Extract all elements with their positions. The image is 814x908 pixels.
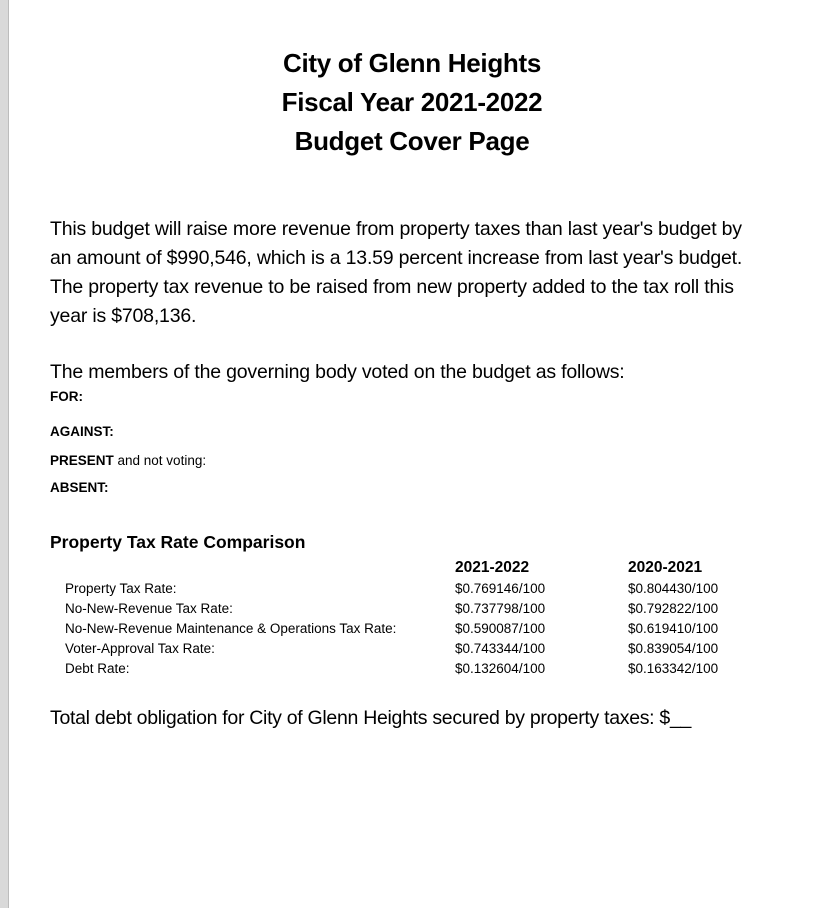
row-label-no-new-revenue-mo-tax-rate: No-New-Revenue Maintenance & Operations Tax Rate: <box>65 621 397 636</box>
vote-present-label: PRESENT <box>50 453 114 468</box>
rate-value-2020-2021: $0.163342/100 <box>628 661 719 676</box>
rate-value-2020-2021: $0.804430/100 <box>628 581 719 596</box>
vote-for-label: FOR: <box>50 389 83 404</box>
rate-value-2020-2021: $0.619410/100 <box>628 621 719 636</box>
vote-against-label: AGAINST: <box>50 424 114 439</box>
row-label-no-new-revenue-tax-rate: No-New-Revenue Tax Rate: <box>65 601 233 616</box>
rate-value-2020-2021: $0.792822/100 <box>628 601 719 616</box>
row-label-debt-rate: Debt Rate: <box>65 661 130 676</box>
document-title <box>10 44 814 161</box>
vote-for-line <box>50 388 83 405</box>
rate-value-2021-2022: $0.769146/100 <box>455 581 546 596</box>
tax-rate-comparison-table <box>65 556 788 679</box>
rate-value-2021-2022: $0.737798/100 <box>455 601 546 616</box>
column-header-2021-2022: 2021-2022 <box>455 559 530 576</box>
title-page-type: Budget Cover Page <box>294 126 530 156</box>
vote-absent-label: ABSENT: <box>50 480 109 495</box>
viewer-left-edge <box>0 0 9 908</box>
rate-value-2020-2021: $0.839054/100 <box>628 641 719 656</box>
header-spacer <box>65 556 455 579</box>
rate-value-2021-2022: $0.590087/100 <box>455 621 546 636</box>
rate-value-2021-2022: $0.743344/100 <box>455 641 546 656</box>
tax-rate-comparison-heading: Property Tax Rate Comparison <box>50 532 306 552</box>
row-label-property-tax-rate: Property Tax Rate: <box>65 581 177 596</box>
vote-present-suffix: and not voting: <box>113 453 207 468</box>
row-label-voter-approval-tax-rate: Voter-Approval Tax Rate: <box>65 641 215 656</box>
vote-present-line <box>50 452 206 469</box>
title-city: City of Glenn Heights <box>282 48 542 78</box>
vote-absent-line <box>50 479 109 496</box>
title-fiscal-year: Fiscal Year 2021-2022 <box>281 87 543 117</box>
column-header-2020-2021: 2020-2021 <box>628 559 703 576</box>
vote-intro-line: The members of the governing body voted on the budget as follows: <box>50 361 625 383</box>
vote-against-line <box>50 423 114 440</box>
rate-value-2021-2022: $0.132604/100 <box>455 661 546 676</box>
total-debt-obligation-line: Total debt obligation for City of Glenn Heights secured by property taxes: $__ <box>50 707 692 729</box>
revenue-intro-paragraph: This budget will raise more revenue from property taxes than last year's budget by an amount of $990,546, which is a 13.59 percent increase from last year's budget. The property tax revenue to be raised from new property added to the tax roll this year is $708,136. <box>50 218 743 327</box>
